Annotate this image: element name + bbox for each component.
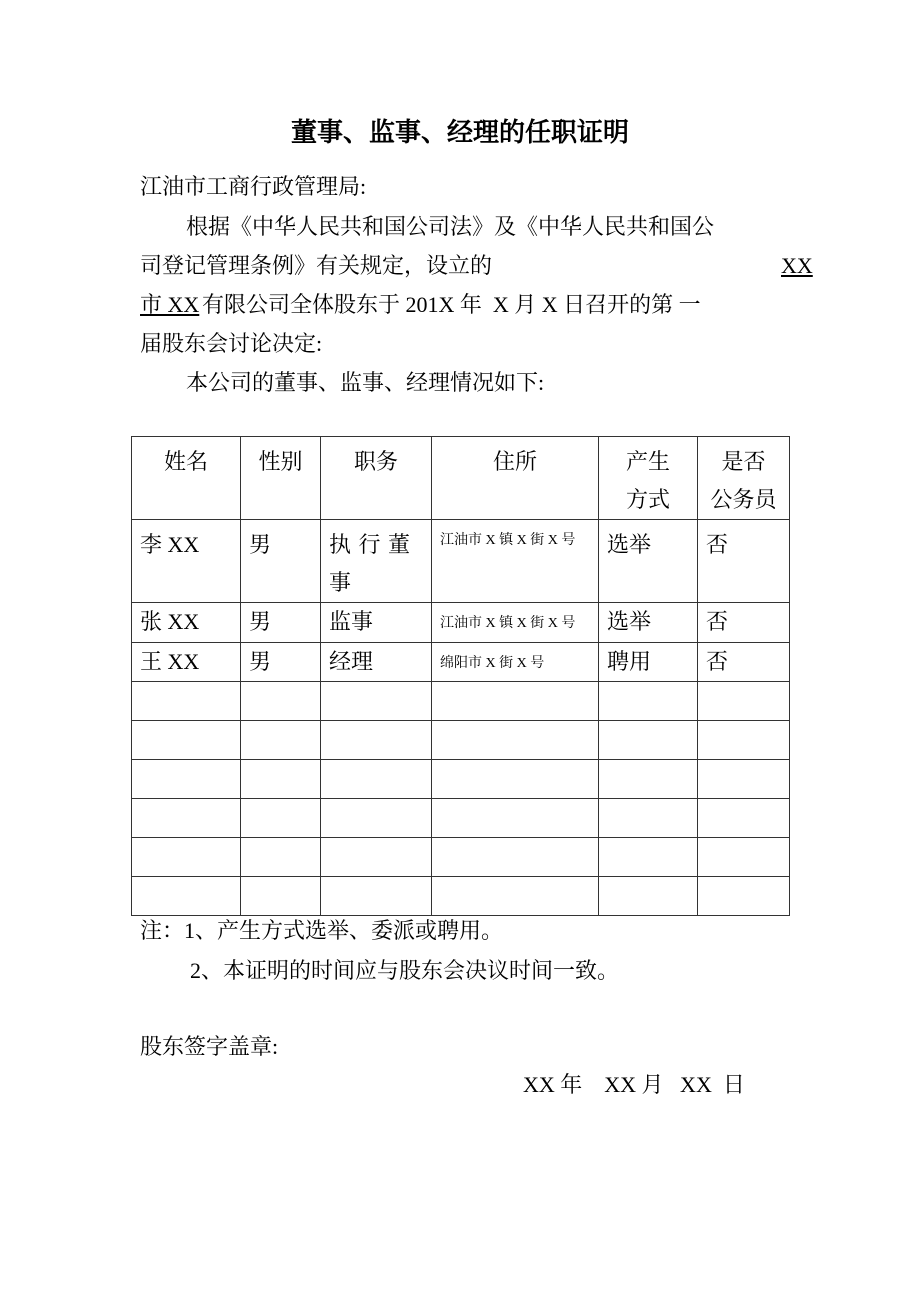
officers-table bbox=[131, 436, 790, 916]
header-name: 姓名 bbox=[132, 437, 241, 520]
paragraph-line: 根据《中华人民共和国公司法》及《中华人民共和国公 bbox=[186, 214, 715, 239]
document-title: 董事、监事、经理的任职证明 bbox=[290, 118, 629, 148]
note-1: 注：1、产生方式选举、委派或聘用。 bbox=[140, 918, 504, 943]
cell-gender: 男 bbox=[241, 643, 321, 682]
header-text: 产生 bbox=[625, 449, 670, 474]
header-text: 公务员 bbox=[710, 487, 777, 512]
cell-method: 选举 bbox=[599, 520, 698, 603]
table-row bbox=[132, 603, 790, 643]
empty-row bbox=[132, 877, 790, 916]
paragraph-line: 司登记管理条例》有关规定，设立的 bbox=[140, 253, 493, 278]
paragraph-line: 届股东会讨论决定: bbox=[140, 331, 323, 356]
company-placeholder: 市 XX bbox=[140, 292, 200, 317]
header-text: 方式 bbox=[625, 487, 670, 512]
cell-method: 聘用 bbox=[599, 643, 698, 682]
cell-address: 江油市 X 镇 X 街 X 号 bbox=[432, 603, 599, 643]
cell-address: 绵阳市 X 街 X 号 bbox=[432, 643, 599, 682]
empty-row bbox=[132, 721, 790, 760]
cell-position: 监事 bbox=[321, 603, 432, 643]
cell-civil-servant: 否 bbox=[698, 643, 790, 682]
cell-civil-servant: 否 bbox=[698, 603, 790, 643]
empty-row bbox=[132, 682, 790, 721]
paragraph-line: 本公司的董事、监事、经理情况如下: bbox=[186, 370, 545, 395]
addressee: 江油市工商行政管理局: bbox=[140, 174, 367, 199]
header-gender: 性别 bbox=[241, 437, 321, 520]
header-position: 职务 bbox=[321, 437, 432, 520]
header-text: 是否 bbox=[721, 449, 766, 474]
cell-position: 执 行 董 事 bbox=[321, 520, 432, 603]
cell-gender: 男 bbox=[241, 520, 321, 603]
cell-position: 经理 bbox=[321, 643, 432, 682]
cell-civil-servant: 否 bbox=[698, 520, 790, 603]
note-2: 2、本证明的时间应与股东会决议时间一致。 bbox=[190, 958, 620, 983]
header-civil-servant bbox=[698, 437, 790, 520]
empty-row bbox=[132, 838, 790, 877]
table-row bbox=[132, 643, 790, 682]
cell-name: 李 XX bbox=[132, 520, 241, 603]
header-address: 住所 bbox=[432, 437, 599, 520]
header-method bbox=[599, 437, 698, 520]
table-row bbox=[132, 520, 790, 603]
cell-name: 王 XX bbox=[132, 643, 241, 682]
cell-gender: 男 bbox=[241, 603, 321, 643]
paragraph-line: 有限公司全体股东于 201X 年 X 月 X 日召开的第 一 bbox=[202, 292, 701, 317]
empty-row bbox=[132, 799, 790, 838]
cell-method: 选举 bbox=[599, 603, 698, 643]
signature-label: 股东签字盖章: bbox=[140, 1034, 279, 1059]
signature-date: XX 年 XX 月 XX 日 bbox=[523, 1072, 745, 1097]
empty-row bbox=[132, 760, 790, 799]
cell-name: 张 XX bbox=[132, 603, 241, 643]
cell-address: 江油市 X 镇 X 街 X 号 bbox=[432, 520, 599, 603]
table-header-row bbox=[132, 437, 790, 520]
company-placeholder: XX bbox=[781, 253, 813, 278]
